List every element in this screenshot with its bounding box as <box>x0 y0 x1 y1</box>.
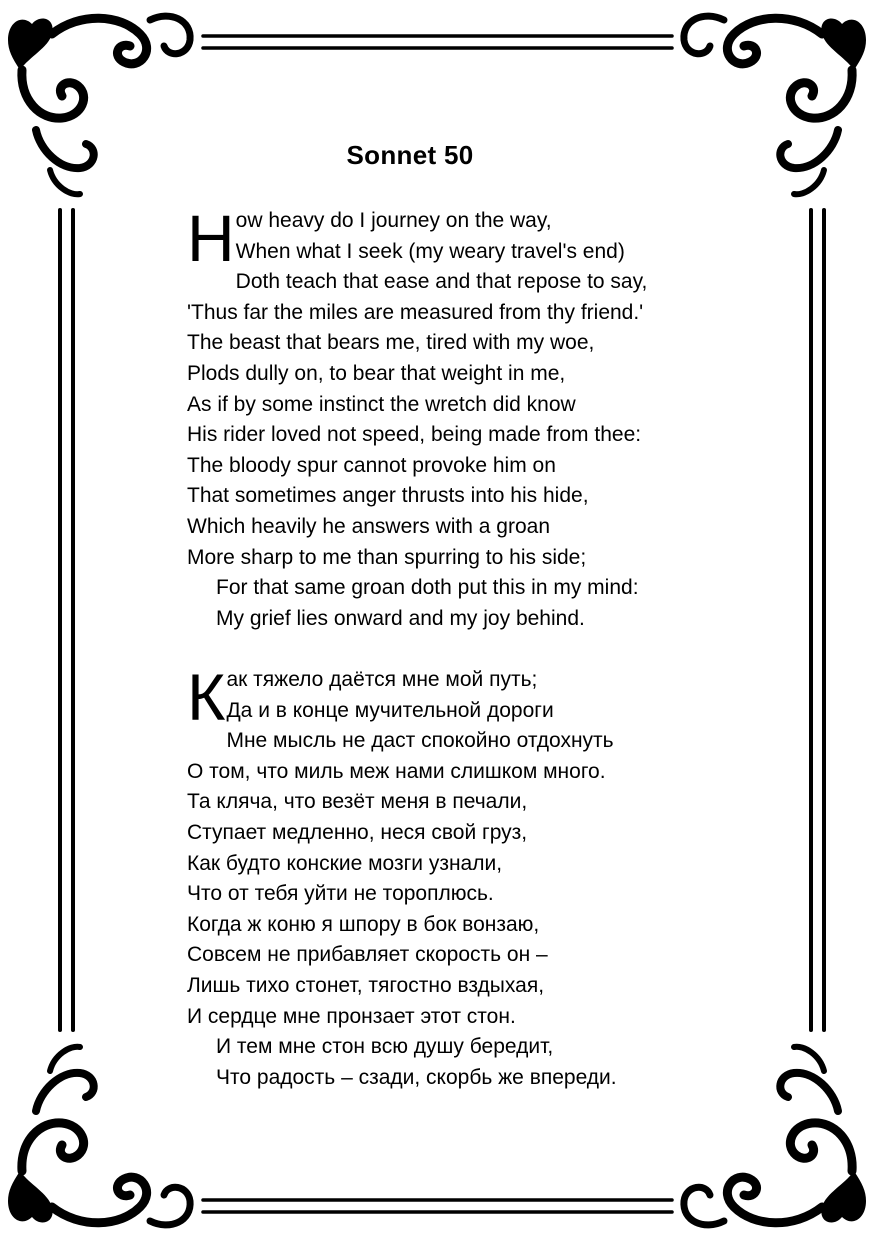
poem-title: Sonnet 50 <box>346 140 474 170</box>
poem-line: Та кляча, что везёт меня в печали, <box>187 790 528 814</box>
poem-line: Как будто конские мозги узнали, <box>187 851 503 875</box>
poem-line: That sometimes anger thrusts into his hide, <box>187 484 589 508</box>
poem-line: Когда ж коню я шпору в бок вонзаю, <box>187 912 540 936</box>
poem-line: Which heavily he answers with a groan <box>187 514 551 538</box>
poem-line: И сердце мне пронзает этот стон. <box>187 1004 516 1028</box>
poem-line: As if by some instinct the wretch did know <box>187 392 576 416</box>
poem-line: Мне мысль не даст спокойно отдохнуть <box>226 729 614 753</box>
poem-line: Совсем не прибавляет скорость он – <box>187 943 548 967</box>
couplet-line: Что радость – сзади, скорбь же впереди. <box>216 1065 617 1089</box>
poem-line: ow heavy do I journey on the way, <box>235 209 552 232</box>
poem-line: ак тяжело даётся мне мой путь; <box>226 668 538 691</box>
poem-line: Ступает медленно, неся свой груз, <box>187 820 528 844</box>
english-stanza <box>187 201 747 634</box>
top-double-rule <box>203 36 672 48</box>
corner-ornament-bottom-left <box>8 1047 190 1225</box>
poem-line: More sharp to me than spurring to his side; <box>187 545 587 569</box>
poem-line: Что от тебя уйти не тороплюсь. <box>187 882 494 906</box>
english-opening <box>187 201 747 275</box>
right-double-rule <box>811 210 824 1030</box>
poem-line: 'Thus far the miles are measured from thy friend.' <box>187 300 644 324</box>
russian-stanza <box>187 660 747 1093</box>
poem-line: When what I seek (my weary travel's end) <box>235 239 625 263</box>
couplet-line: For that same groan doth put this in my mind: <box>216 576 639 600</box>
poem-line: Да и в конце мучительной дороги <box>226 698 554 722</box>
poem-line: Лишь тихо стонет, тягостно вздыхая, <box>187 973 545 997</box>
poem-line: Doth teach that ease and that repose to say, <box>235 270 648 294</box>
russian-drop-cap: К <box>187 660 226 734</box>
left-double-rule <box>60 210 73 1030</box>
couplet-line: My grief lies onward and my joy behind. <box>216 606 585 630</box>
russian-opening <box>187 660 747 734</box>
poem-line: His rider loved not speed, being made from thee: <box>187 423 642 447</box>
poem-line: Plods dully on, to bear that weight in me, <box>187 361 566 385</box>
poem-line: The bloody spur cannot provoke him on <box>187 453 556 477</box>
poem-line: О том, что миль меж нами слишком много. <box>187 759 606 783</box>
poem-line: The beast that bears me, tired with my woe, <box>187 331 595 355</box>
bottom-double-rule <box>203 1200 672 1212</box>
couplet-line: И тем мне стон всю душу бередит, <box>216 1035 554 1059</box>
english-drop-cap: H <box>187 201 235 275</box>
